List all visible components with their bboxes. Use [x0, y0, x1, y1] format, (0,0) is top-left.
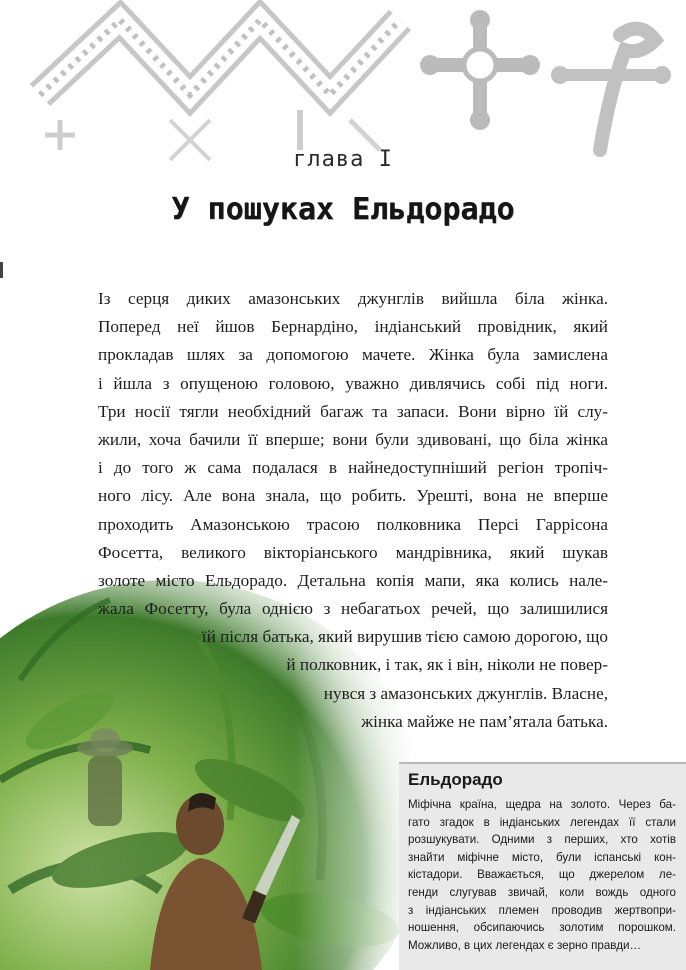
- cross-ornament-right-icon: [551, 29, 671, 150]
- margin-mark: [0, 262, 3, 278]
- chapter-body: [98, 285, 608, 736]
- chapter-title: У пошуках Ельдорадо: [171, 192, 515, 227]
- body-line: золоте місто Ельдорадо. Детальна копія мапи, яка колись нале-: [98, 570, 608, 590]
- body-line: жала Фосетту, була однією з небагатьох речей, що залишилися: [98, 599, 608, 619]
- body-line: жінка майже не пам’ятала батька.: [361, 711, 608, 731]
- body-line: й полковник, і так, як і він, ніколи не повер-: [286, 655, 608, 675]
- decorative-glyph-band-icon: [40, 20, 400, 160]
- body-line: Фосетта, великого вікторіанського мандрівника, який шукав: [98, 542, 608, 562]
- sidebar-line: розшукувати. Одними з перших, хто хотів: [408, 833, 676, 847]
- sidebar-line: Міфічна країна, щедра на золото. Через ба-: [408, 798, 676, 811]
- body-line: і йшла з опущеною головою, уважно дивлячись собі під ноги.: [98, 373, 608, 393]
- sidebar-title: Ельдорадо: [408, 770, 503, 789]
- sidebar-line: кістадори. Вважається, що джерелом ле-: [408, 868, 676, 882]
- sidebar-line: ношення, обсипаючись золотим порошком.: [408, 921, 676, 935]
- sidebar-line: знайти міфічне місто, були іспанські кон-: [408, 850, 676, 864]
- body-line: Поперед неї йшов Бернардіно, індіанський провідник, який: [98, 317, 608, 337]
- chapter-label: глава I: [293, 147, 393, 172]
- sidebar-line: Можливо, в цих легендах є зерно правди…: [408, 938, 642, 952]
- cross-ornament-icon: [420, 10, 540, 130]
- sidebar-text: [408, 796, 676, 954]
- body-line: нувся з амазонських джунглів. Власне,: [323, 683, 608, 703]
- body-line: жили, хоча бачили її вперше; вони були здивовані, що біла жінка: [98, 429, 608, 449]
- body-line: ного лісу. Але вона знала, що робить. Урешті, вона не вперше: [98, 486, 608, 506]
- body-line: і до того ж сама подалася в найнедоступніший регіон тропіч-: [98, 458, 608, 478]
- sidebar-box: [399, 762, 686, 970]
- body-line: проходить Амазонською трасою полковника Персі Гаррісона: [98, 514, 608, 534]
- sidebar-line: генди слугував звичай, коли вождь одного: [408, 885, 676, 899]
- sidebar-line: з індіанських племен проводив жертвопри-: [408, 903, 676, 917]
- sidebar-line: гато згадок в індіанських легендах її стали: [408, 815, 676, 829]
- body-line: Із серця диких амазонських джунглів вийшла біла жінка.: [98, 289, 608, 308]
- body-line: прокладав шлях за допомогою мачете. Жінка була замислена: [98, 345, 608, 365]
- body-line: Три носії тягли необхідний багаж та запаси. Вони вірно їй слу-: [98, 401, 608, 421]
- body-line: їй після батька, який вирушив тією самою дорогою, що: [201, 627, 608, 647]
